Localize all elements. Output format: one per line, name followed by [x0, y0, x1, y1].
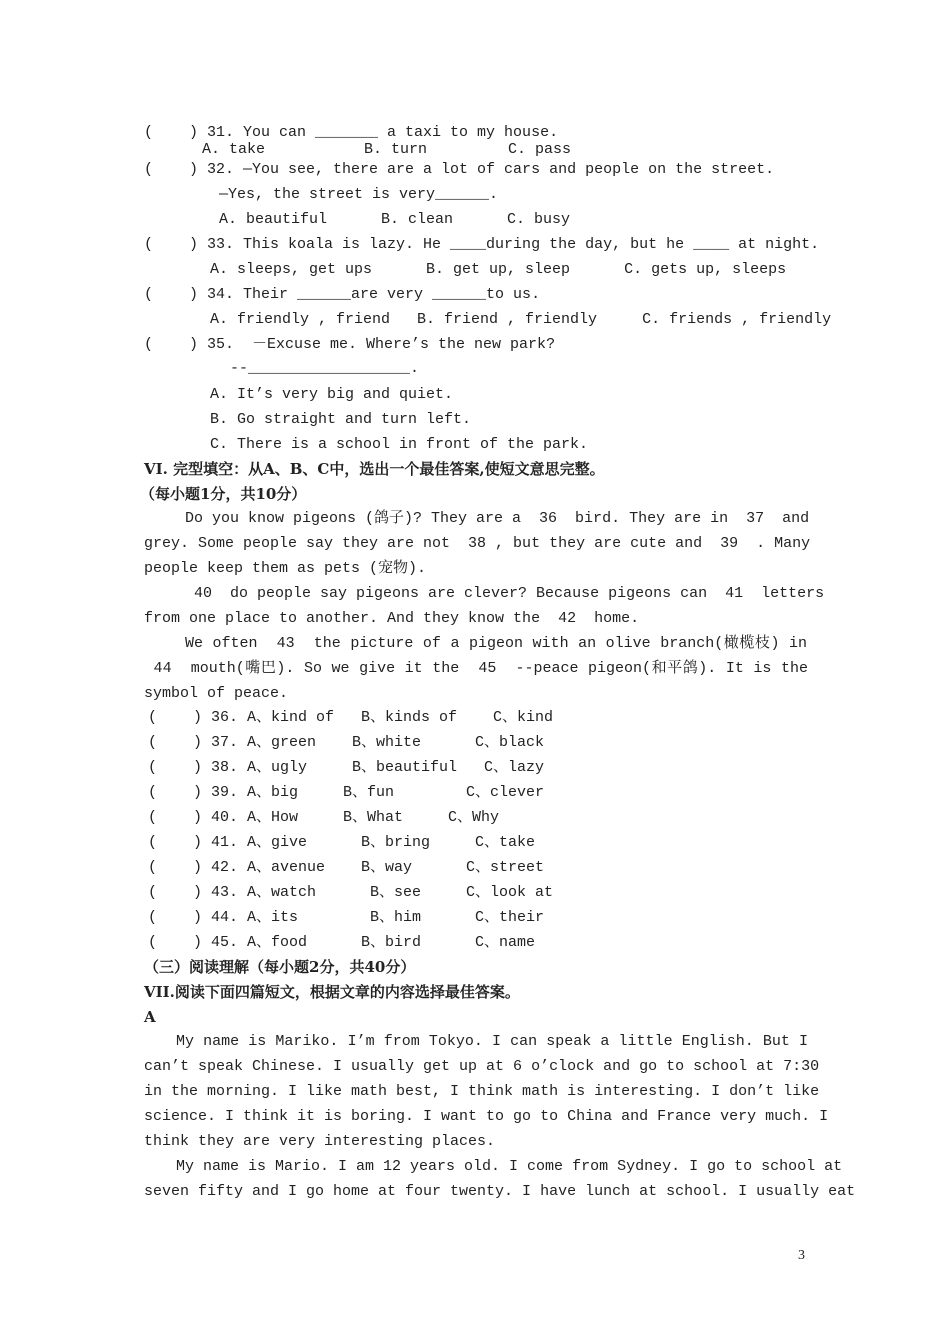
reading-line-6: My name is Mario. I am 12 years old. I come from Sydney. I go to school at: [176, 1158, 843, 1175]
question-35-option-a: A. It’s very big and quiet.: [210, 386, 454, 403]
cloze-option-40: ( ) 40. A、How B、What C、Why: [148, 809, 500, 826]
cloze-line-5: from one place to another. And they know the 42 home.: [144, 610, 640, 627]
cloze-line-7: 44 mouth(嘴巴). So we give it the 45 --peace pigeon(和平鸽). It is the: [144, 660, 808, 677]
question-33-options: A. sleeps, get ups B. get up, sleep C. gets up, sleeps: [210, 261, 787, 278]
question-34: ( ) 34. Their ______are very ______to us.: [144, 286, 541, 303]
question-31: ( ) 31. You can _______ a taxi to my house.: [144, 124, 559, 141]
cloze-option-43: ( ) 43. A、watch B、see C、look at: [148, 884, 554, 901]
cloze-option-37: ( ) 37. A、green B、white C、black: [148, 734, 545, 751]
cloze-option-42: ( ) 42. A、avenue B、way C、street: [148, 859, 545, 876]
question-34-options: A. friendly , friend B. friend , friendly C. friends , friendly: [210, 311, 832, 328]
reading-line-2: can’t speak Chinese. I usually get up at 6 o’clock and go to school at 7:30: [144, 1058, 820, 1075]
passage-label: A: [144, 1008, 156, 1026]
section-3-title: （三）阅读理解（每小题2分，共40分）: [144, 958, 416, 976]
cloze-option-39: ( ) 39. A、big B、fun C、clever: [148, 784, 545, 801]
reading-line-4: science. I think it is boring. I want to go to China and France very much. I: [144, 1108, 829, 1125]
question-32-dialog: —Yes, the street is very______.: [219, 186, 499, 203]
question-35-option-c: C. There is a school in front of the park.: [210, 436, 589, 453]
cloze-line-1: Do you know pigeons (鸽子)? They are a 36 bird. They are in 37 and: [185, 510, 810, 527]
cloze-line-8: symbol of peace.: [144, 685, 289, 702]
question-35-option-b: B. Go straight and turn left.: [210, 411, 472, 428]
cloze-option-38: ( ) 38. A、ugly B、beautiful C、lazy: [148, 759, 545, 776]
cloze-line-2: grey. Some people say they are not 38 , but they are cute and 39 . Many: [144, 535, 811, 552]
question-32: ( ) 32. —You see, there are a lot of cars and people on the street.: [144, 161, 775, 178]
section-6-score: （每小题1分，共10分）: [140, 485, 307, 503]
cloze-line-4: 40 do people say pigeons are clever? Because pigeons can 41 letters: [185, 585, 825, 602]
reading-line-3: in the morning. I like math best, I think math is interesting. I don’t like: [144, 1083, 820, 1100]
cloze-line-6: We often 43 the picture of a pigeon with an olive branch(橄榄枝) in: [185, 635, 807, 652]
page-number: 3: [798, 1248, 805, 1263]
cloze-line-3: people keep them as pets (宠物).: [144, 560, 427, 577]
question-31-options: A. take B. turn C. pass: [202, 141, 572, 158]
question-33: ( ) 33. This koala is lazy. He ____during the day, but he ____ at night.: [144, 236, 820, 253]
question-35-dialog: --__________________.: [230, 360, 420, 377]
cloze-option-44: ( ) 44. A、its B、him C、their: [148, 909, 545, 926]
question-32-options: A. beautiful B. clean C. busy: [219, 211, 571, 228]
reading-line-1: My name is Mariko. I’m from Tokyo. I can speak a little English. But I: [176, 1033, 808, 1050]
question-35: ( ) 35. －Excuse me. Where’s the new park?: [144, 336, 556, 353]
cloze-option-36: ( ) 36. A、kind of B、kinds of C、kind: [148, 709, 554, 726]
section-7-title: VII.阅读下面四篇短文，根据文章的内容选择最佳答案。: [144, 983, 520, 1001]
reading-line-5: think they are very interesting places.: [144, 1133, 496, 1150]
cloze-option-45: ( ) 45. A、food B、bird C、name: [148, 934, 536, 951]
section-6-title: VI. 完型填空：从A、B、C中，选出一个最佳答案,使短文意思完整。: [144, 460, 605, 478]
cloze-option-41: ( ) 41. A、give B、bring C、take: [148, 834, 536, 851]
reading-line-7: seven fifty and I go home at four twenty. I have lunch at school. I usually eat: [144, 1183, 856, 1200]
